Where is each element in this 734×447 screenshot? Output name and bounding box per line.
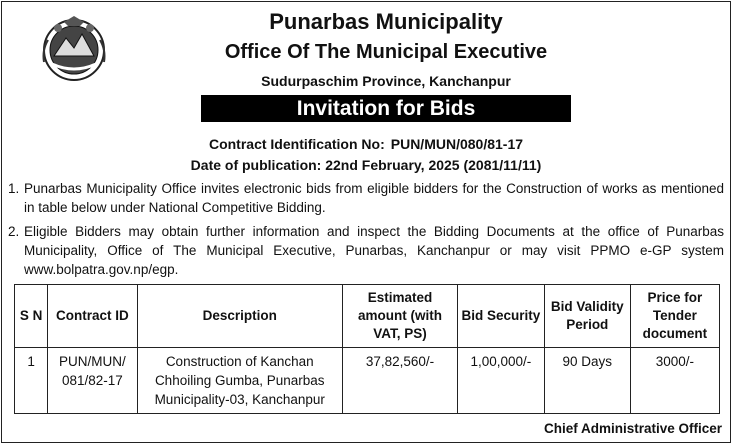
header-bid-security: Bid Security xyxy=(457,285,544,348)
cell-estimated-amount: 37,82,560/- xyxy=(342,348,457,414)
province-line: Sudurpaschim Province, Kanchanpur xyxy=(261,73,511,89)
paragraph-text: Eligible Bidders may obtain further information and inspect the Bidding Documents at the office of Punarbas Municipality, Office of The Municipal Executive, Punarbas, Kanchanpur or may visit PPMO e-GP system www.bolpatra.gov.np/egp. xyxy=(24,224,724,277)
cell-sn: 1 xyxy=(15,348,48,414)
contract-identification xyxy=(2,134,730,154)
paragraph-text: Punarbas Municipality Office invites electronic bids from eligible bidders for the Construction of works as mentioned in table below under National Competitive Bidding. xyxy=(24,181,724,215)
cell-description: Construction of Kanchan Chhoiling Gumba, Punarbas Municipality-03, Kanchanpur xyxy=(137,348,342,414)
paragraph-2 xyxy=(8,222,724,279)
header-contract-id: Contract ID xyxy=(48,285,137,348)
header-estimated-amount: Estimated amount (with VAT, PS) xyxy=(342,285,457,348)
contract-label: Contract Identification No: xyxy=(208,136,385,152)
contract-number: PUN/MUN/080/81-17 xyxy=(390,136,524,152)
signature-line: Chief Administrative Officer xyxy=(543,421,722,436)
paragraph-number: 2. xyxy=(8,224,20,239)
paragraph-1 xyxy=(8,179,724,217)
table-row xyxy=(15,348,720,414)
office-title: Office Of The Municipal Executive xyxy=(224,41,548,63)
cell-tender-price: 3000/- xyxy=(630,348,719,414)
municipality-title: Punarbas Municipality xyxy=(269,9,503,34)
cell-bid-validity: 90 Days xyxy=(544,348,630,414)
table-header-row xyxy=(15,285,720,348)
notice-header xyxy=(2,8,730,122)
publication-date: Date of publication: 22nd February, 2025 (2081/11/11) xyxy=(190,157,542,173)
header-sn: S N xyxy=(15,285,48,348)
header-tender-price: Price for Tender document xyxy=(630,285,719,348)
paragraph-number: 1. xyxy=(8,181,20,196)
notice-page xyxy=(1,1,731,443)
invitation-banner: Invitation for Bids xyxy=(201,95,572,122)
cell-contract-id: PUN/MUN/ 081/82-17 xyxy=(48,348,137,414)
header-bid-validity: Bid Validity Period xyxy=(544,285,630,348)
bids-table xyxy=(14,284,720,414)
cell-bid-security: 1,00,000/- xyxy=(457,348,544,414)
header-description: Description xyxy=(137,285,342,348)
